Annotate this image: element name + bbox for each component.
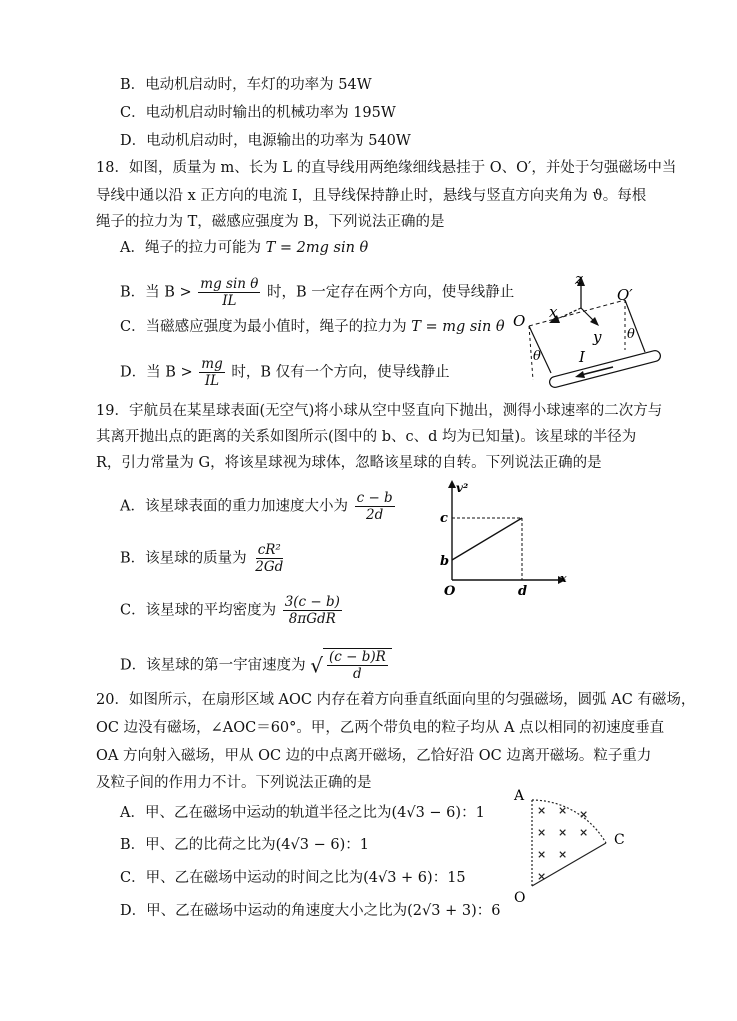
q19-option-c-text: C．该星球的平均密度为 [120, 602, 277, 619]
sector-point-c: C [614, 832, 625, 848]
q20-stem-line4: 及粒子间的作用力不计。下列说法正确的是 [96, 775, 372, 791]
graph-b-label: b [440, 554, 450, 569]
thread-right [625, 300, 645, 352]
field-cross: × [537, 826, 547, 839]
q20-sector-figure [508, 784, 633, 909]
q19-option-d-radical [323, 648, 392, 682]
q17-option-b: B．电动机启动时，车灯的功率为 54W [120, 77, 372, 93]
graph-y-arrow [448, 480, 456, 488]
graph-y-label: v² [456, 481, 469, 495]
current-label: I [579, 348, 585, 366]
support-line [529, 300, 625, 326]
q19-option-b-den: 2Gd [255, 559, 284, 575]
field-cross: × [579, 808, 589, 821]
q20-option-b: B．甲、乙的比荷之比为(4√3 − 6)：1 [120, 837, 369, 853]
q18-option-b-pre: B．当 B > [120, 284, 192, 301]
q19-stem-line2: 其离开抛出点的距离的关系如图所示(图中的 b、c、d 均为已知量)。该星球的半径为 [96, 429, 637, 445]
graph-origin-label: O [444, 584, 456, 598]
theta-left: θ [533, 349, 541, 364]
q18-option-b-num: mg sin θ [200, 276, 259, 292]
q18-option-c [120, 317, 505, 337]
q18-option-c-formula: T = mg sin θ [411, 319, 505, 335]
theta-right: θ [627, 327, 635, 342]
graph-d-label: d [518, 584, 528, 598]
q18-option-a [120, 238, 368, 258]
q19-option-c-fraction [283, 594, 342, 627]
sector-point-a: A [514, 788, 525, 804]
q19-option-a-fraction [355, 490, 395, 523]
q20-stem-line2: OC 边没有磁场，∠AOC＝60°。甲，乙两个带负电的粒子均从 A 点以相同的初速度垂直 [96, 720, 665, 736]
q19-option-d-num: (c − b)R [328, 649, 386, 665]
field-cross: × [537, 804, 547, 817]
field-cross: × [558, 804, 568, 817]
q19-option-b-num: cR² [257, 542, 281, 558]
q17-option-d: D．电动机启动时，电源输出的功率为 540W [120, 133, 411, 149]
field-cross: × [537, 870, 547, 883]
q18-option-a-text: A．绳子的拉力可能为 [120, 240, 261, 256]
q18-option-d-pre: D．当 B > [120, 364, 193, 381]
q19-option-d [120, 648, 392, 682]
q19-option-d-fraction [327, 649, 388, 682]
q19-option-d-den: d [353, 666, 362, 682]
q19-option-a-text: A．该星球表面的重力加速度大小为 [120, 498, 348, 515]
q19-option-b [120, 542, 287, 575]
field-cross: × [579, 826, 589, 839]
q18-option-d [120, 356, 450, 389]
q18-stem-line2: 导线中通以沿 x 正方向的电流 I，且导线保持静止时，悬线与竖直方向夹角为 ϑ。每根 [96, 188, 647, 204]
q18-option-d-fraction [199, 356, 224, 389]
x-label: x [549, 303, 558, 321]
q18-option-a-formula: T = 2mg sin θ [265, 240, 369, 256]
field-cross: × [558, 848, 568, 861]
q19-stem-line3: R，引力常量为 G，将该星球视为球体，忽略该星球的自转。下列说法正确的是 [96, 455, 602, 471]
point-o: O [513, 312, 526, 330]
field-cross: × [558, 826, 568, 839]
q18-option-b-fraction [198, 276, 260, 309]
q19-option-c-num: 3(c − b) [284, 594, 340, 610]
y-label: y [593, 328, 602, 346]
q19-option-c [120, 594, 344, 627]
sector-point-o: O [514, 890, 526, 906]
q18-option-d-num: mg [201, 356, 223, 372]
q19-option-c-den: 8πGdR [288, 611, 336, 627]
sqrt-sign: √ [310, 653, 323, 678]
q20-option-c: C．甲、乙在磁场中运动的时间之比为(4√3 + 6)：15 [120, 870, 466, 886]
q19-option-d-text: D．该星球的第一宇宙速度为 [120, 657, 306, 674]
q20-option-a: A．甲、乙在磁场中运动的轨道半径之比为(4√3 − 6)：1 [120, 805, 485, 821]
z-label: z [575, 270, 583, 288]
field-crosses [537, 804, 588, 883]
q18-stem-line1: 18．如图，质量为 m、长为 L 的直导线用两绝缘细线悬挂于 O、O′，并处于匀强磁场中当 [96, 160, 677, 176]
graph-c-label: c [440, 511, 448, 526]
point-o-prime: O′ [617, 286, 633, 304]
q19-option-a-den: 2d [366, 507, 384, 523]
field-cross: × [537, 848, 547, 861]
q18-option-b [120, 276, 514, 309]
q19-graph [438, 478, 573, 598]
q18-option-b-post: 时，B 一定存在两个方向，使导线静止 [267, 284, 515, 301]
q18-stem-line3: 绳子的拉力为 T，磁感应强度为 B，下列说法正确的是 [96, 214, 445, 230]
q19-option-b-text: B．该星球的质量为 [120, 550, 247, 567]
q19-option-a [120, 490, 397, 523]
q20-stem-line1: 20．如图所示，在扇形区域 AOC 内存在着方向垂直纸面向里的匀强磁场，圆弧 AC 有磁场， [96, 692, 696, 708]
q19-option-b-fraction [253, 542, 285, 575]
q19-stem-line1: 19．宇航员在某星球表面(无空气)将小球从空中竖直向下抛出，测得小球速率的二次方与 [96, 403, 663, 419]
q18-option-d-den: IL [204, 373, 220, 389]
q18-wire-figure [505, 270, 675, 395]
graph-x-label: x [560, 572, 567, 585]
q18-option-b-den: IL [222, 293, 237, 309]
q20-stem-line3: OA 方向射入磁场，甲从 OC 边的中点离开磁场，乙恰好沿 OC 边离开磁场。粒子重力 [96, 748, 652, 764]
graph-line [452, 518, 522, 560]
q20-option-d: D．甲、乙在磁场中运动的角速度大小之比为(2√3 + 3)：6 [120, 903, 501, 919]
q17-option-c: C．电动机启动时输出的机械功率为 195W [120, 105, 396, 121]
q18-option-c-text: C．当磁感应强度为最小值时，绳子的拉力为 [120, 319, 407, 335]
q18-option-d-post: 时，B 仅有一个方向，使导线静止 [231, 364, 450, 381]
q19-option-a-num: c − b [356, 490, 393, 506]
